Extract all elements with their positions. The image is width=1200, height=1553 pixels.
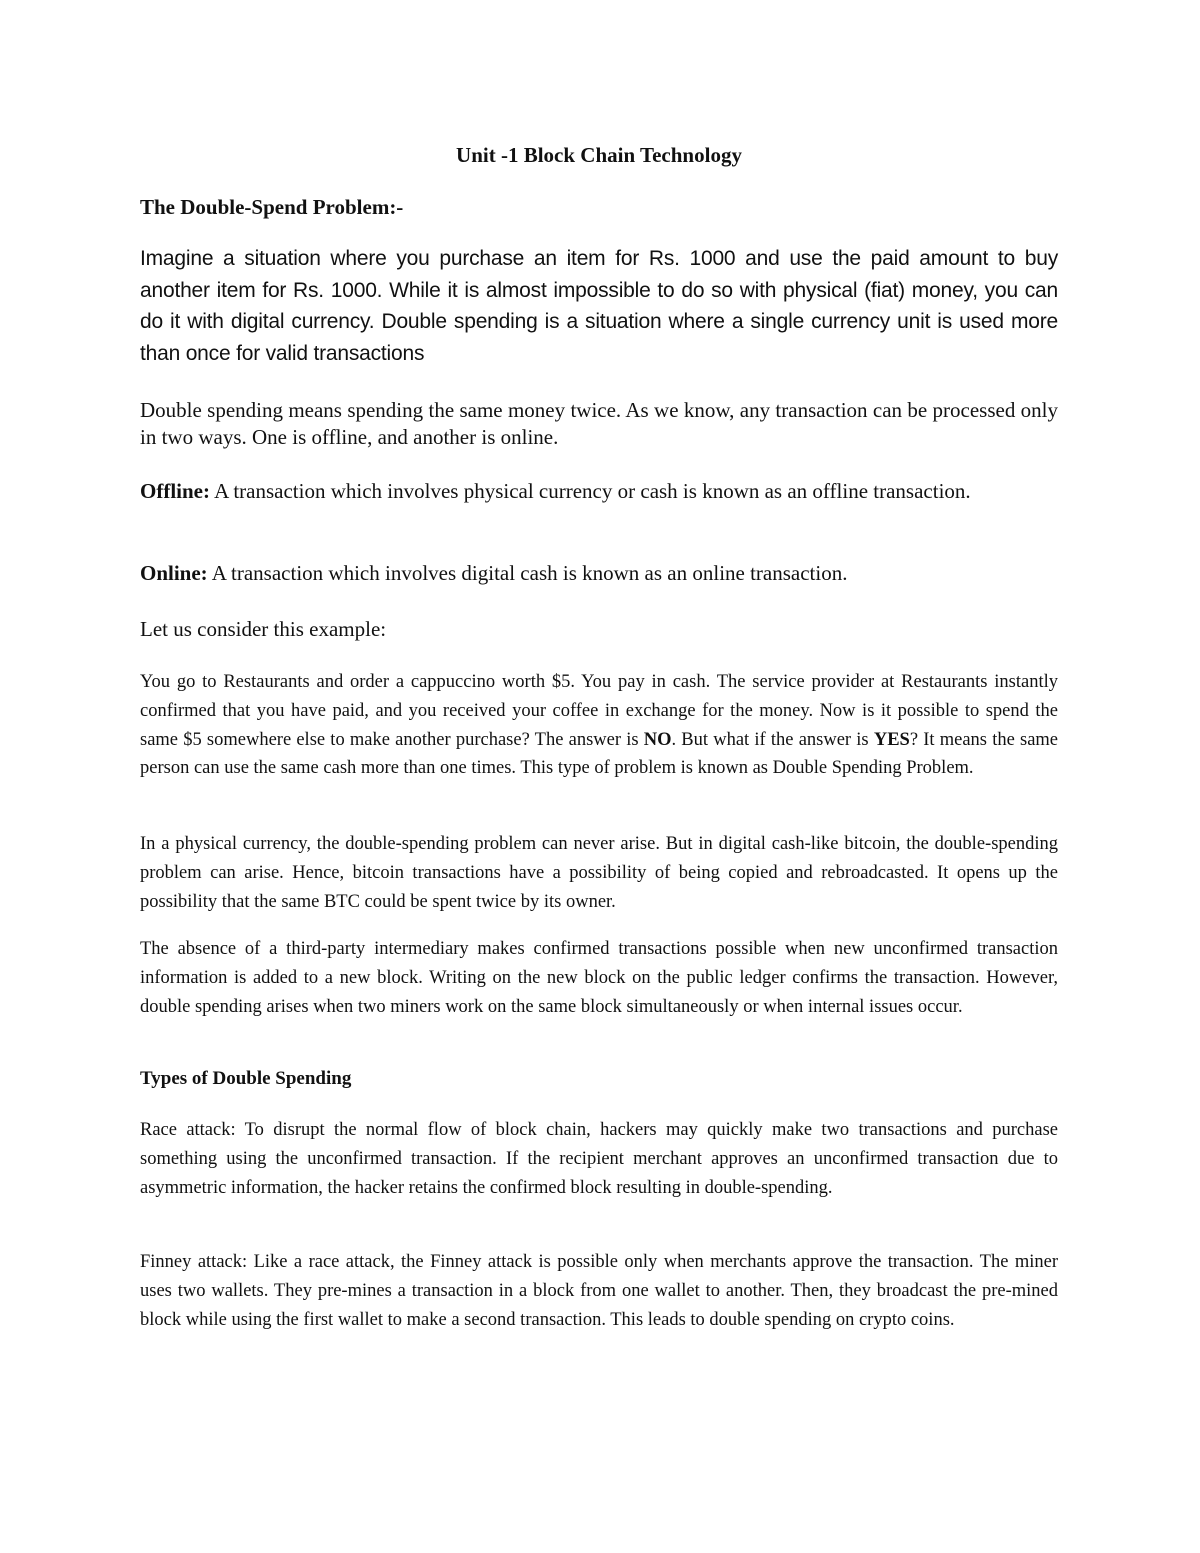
example-paragraph — [140, 668, 1058, 783]
intermediary-paragraph: The absence of a third-party intermediary makes confirmed transactions possible when new unconfirmed transaction information is added to a new block. Writing on the new block on the public ledger confirms the transaction. However, double spending arises when two miners work on the same block simultaneously or when internal issues occur. — [140, 939, 1058, 1017]
offline-text: A transaction which involves physical currency or cash is known as an offline transaction. — [209, 479, 971, 503]
physical-currency-paragraph: In a physical currency, the double-spending problem can never arise. But in digital cash-like bitcoin, the double-spending problem can arise. Hence, bitcoin transactions have a possibility of being copied and rebroadcasted. It opens up the possibility that the same BTC could be spent twice by its owner. — [140, 834, 1058, 912]
example-text-a: You go to Restaurants and order a cappuccino worth $5. You pay in cash. The service provider at Restaurants instantly confirmed that you have paid, and you received your coffee in exchange for the money. Now is it possible to spend the same $5 somewhere else to make another purchase? The answer is — [140, 672, 1058, 750]
offline-label: Offline: — [140, 479, 210, 503]
race-attack-paragraph: Race attack: To disrupt the normal flow of block chain, hackers may quickly make two transactions and purchase something using the unconfirmed transaction. If the recipient merchant approves an unconfirmed transaction due to asymmetric information, the hacker retains the confirmed block resulting in double-spending. — [140, 1120, 1058, 1198]
example-text-b: . But what if the answer is — [671, 729, 874, 750]
answer-yes: YES — [873, 729, 910, 750]
types-heading: Types of Double Spending — [140, 1068, 352, 1089]
intro-paragraph: Imagine a situation where you purchase an item for Rs. 1000 and use the paid amount to buy another item for Rs. 1000. While it is almost impossible to do so with physical (fiat) money, you can do it with digital currency. Double spending is a situation where a single currency unit is used more than once for valid transactions — [140, 247, 1058, 365]
definition-paragraph: Double spending means spending the same money twice. As we know, any transaction can be processed only in two ways. One is offline, and another is online. — [140, 398, 1058, 449]
online-paragraph — [140, 560, 1058, 587]
online-label: Online: — [140, 561, 208, 585]
section-heading: The Double-Spend Problem:- — [140, 195, 404, 219]
offline-paragraph — [140, 478, 1058, 505]
online-text: A transaction which involves digital cash is known as an online transaction. — [207, 561, 848, 585]
answer-no: NO — [643, 729, 672, 750]
finney-attack-paragraph: Finney attack: Like a race attack, the Finney attack is possible only when merchants approve the transaction. The miner uses two wallets. They pre-mines a transaction in a block from one wallet to another. Then, they broadcast the pre-mined block while using the first wallet to make a second transaction. This leads to double spending on crypto coins. — [140, 1252, 1058, 1330]
document-title: Unit -1 Block Chain Technology — [456, 143, 742, 167]
example-text-c: ? It means the same person can use the same cash more than one times. This type of problem is known as Double Spending Problem. — [140, 729, 1059, 779]
example-intro: Let us consider this example: — [140, 617, 387, 641]
